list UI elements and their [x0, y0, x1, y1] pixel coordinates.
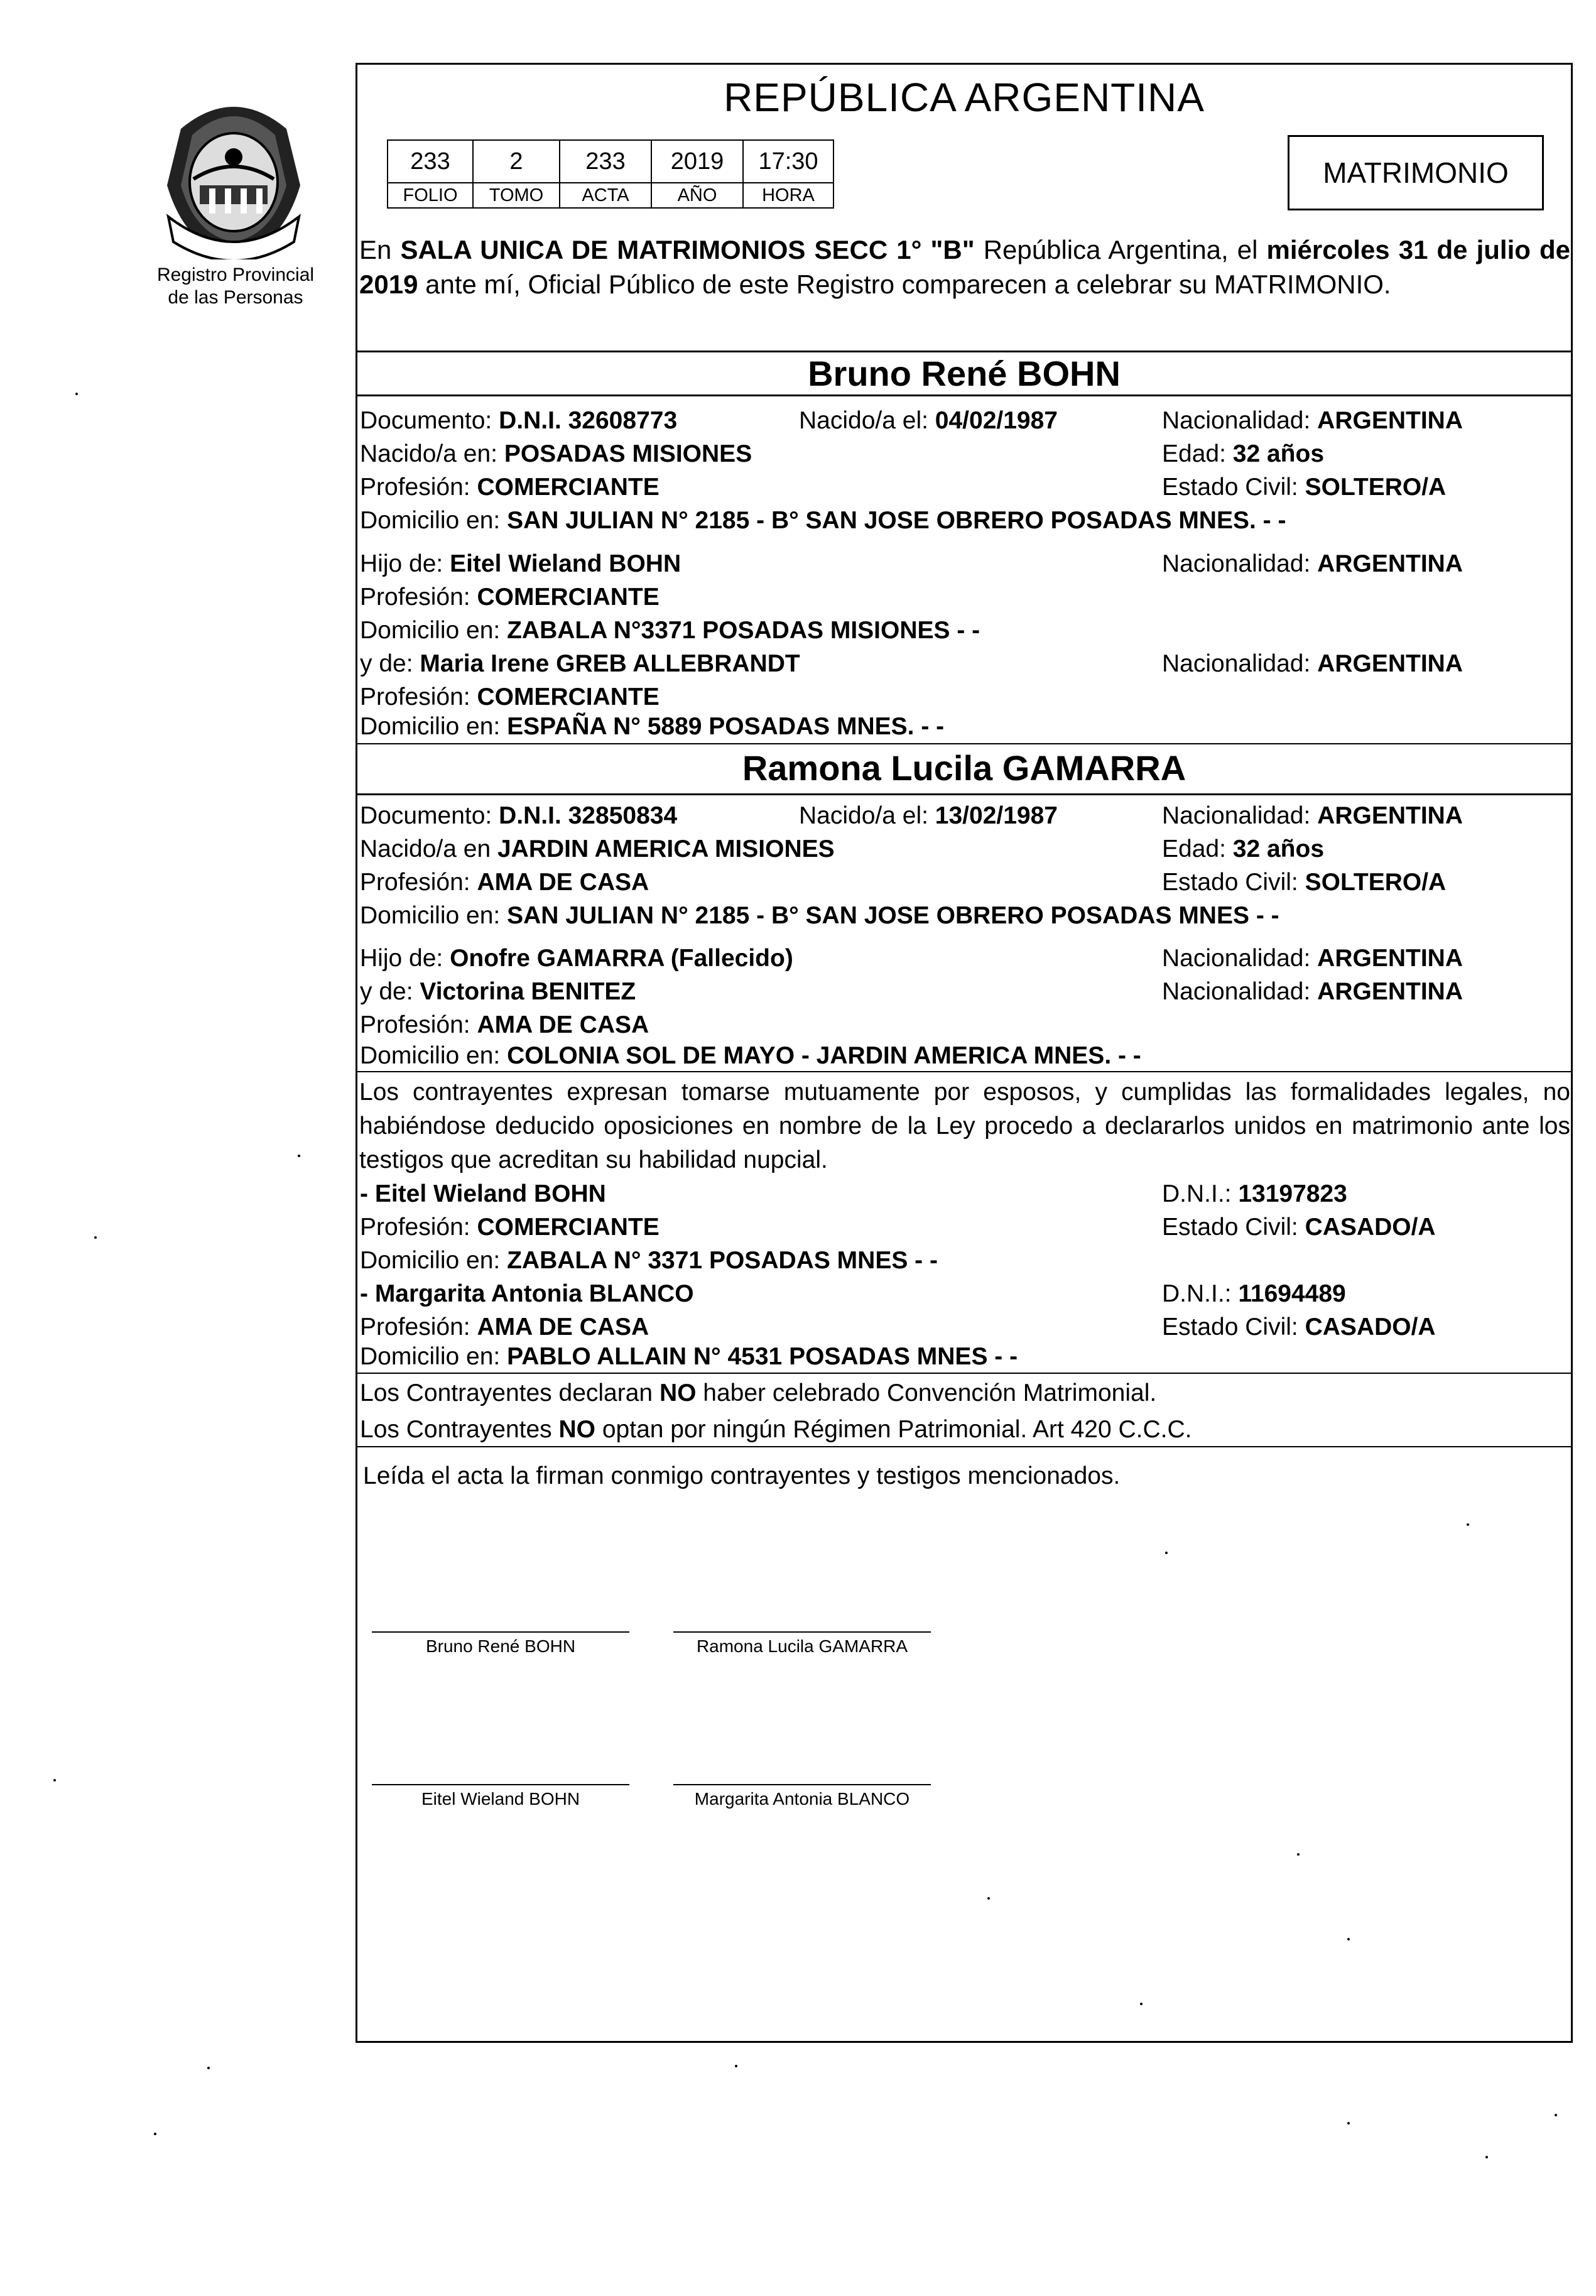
scan-speck: [298, 1155, 300, 1157]
value: 11694489: [1238, 1280, 1346, 1307]
intro-date: miércoles 31 de julio de 2019: [359, 235, 1571, 299]
label: Estado Civil:: [1162, 869, 1305, 896]
emphasis: NO: [558, 1416, 596, 1443]
registry-line2: de las Personas: [168, 287, 303, 308]
signature-name-spouse1: Bruno René BOHN: [425, 1636, 576, 1656]
spouse2-mother: [360, 976, 636, 1008]
spouse2-born: [799, 800, 1058, 832]
label: Profesión:: [360, 474, 477, 501]
scan-speck: [1555, 2114, 1557, 2116]
spouse2-age: [1162, 833, 1324, 866]
value: COMERCIANTE: [477, 584, 660, 611]
spouse1-father-profession: [360, 581, 660, 614]
spouse2-address: [360, 900, 1279, 932]
scan-speck: [1347, 2122, 1350, 2125]
label: Domicilio en:: [360, 1247, 508, 1274]
divider: [356, 793, 1573, 795]
text: haber celebrado Convención Matrimonial.: [696, 1379, 1157, 1406]
value: COLONIA SOL DE MAYO - JARDIN AMERICA MNES. - -: [507, 1042, 1141, 1069]
value: ARGENTINA: [1317, 978, 1463, 1005]
value: D.N.I. 32850834: [499, 802, 678, 829]
scan-speck: [53, 1779, 56, 1782]
spouse1-address: [360, 504, 1286, 537]
label: Nacido/a en:: [360, 440, 504, 467]
label: Edad:: [1162, 440, 1233, 467]
text: Los Contrayentes: [360, 1416, 559, 1443]
spouse2-parents-address: [360, 1040, 1141, 1072]
folio-value: 233: [388, 140, 473, 183]
value: SAN JULIAN N° 2185 - B° SAN JOSE OBRERO POSADAS MNES - -: [507, 902, 1279, 929]
signature-name-witness1: Eitel Wieland BOHN: [421, 1789, 580, 1809]
value: POSADAS MISIONES: [504, 440, 752, 467]
spouse1-birthplace: [360, 438, 752, 471]
label: Domicilio en:: [360, 507, 508, 534]
value: D.N.I. 32608773: [499, 407, 678, 434]
value: SAN JULIAN N° 2185 - B° SAN JOSE OBRERO POSADAS MNES. - -: [507, 507, 1286, 534]
declaration-paragraph: Los contrayentes expresan tomarse mutuamente por esposos, y cumplidas las formalidades legales, no habiéndose deducido oposiciones en nombre de la Ley procedo a declararlos unidos en matrimonio ante los testigos que acreditan su habilidad nupcial.: [359, 1079, 1570, 1173]
witness2-dni: [1162, 1278, 1346, 1310]
value: 32 años: [1232, 835, 1325, 862]
value: AMA DE CASA: [477, 1314, 649, 1341]
page-title: REPÚBLICA ARGENTINA: [724, 75, 1205, 120]
scan-speck: [154, 2133, 156, 2135]
reading-statement: Leída el acta la firman conmigo contrayentes y testigos mencionados.: [363, 1462, 1121, 1489]
value: ARGENTINA: [1317, 945, 1463, 972]
label: Domicilio en:: [360, 902, 508, 929]
label: Documento:: [360, 802, 499, 829]
spouse2-birthplace: [360, 833, 835, 866]
value: AMA DE CASA: [477, 869, 649, 896]
value: AMA DE CASA: [477, 1011, 649, 1038]
spouse1-profession: [360, 471, 660, 504]
divider: [356, 394, 1573, 396]
value: ZABALA N° 3371 POSADAS MNES - -: [507, 1247, 938, 1274]
value: Victorina BENITEZ: [420, 978, 636, 1005]
label: Domicilio en:: [360, 1042, 508, 1069]
label: Nacionalidad:: [1162, 802, 1318, 829]
spouse1-father: [360, 548, 681, 580]
value: ZABALA N°3371 POSADAS MISIONES - -: [507, 617, 980, 644]
scan-speck: [1467, 1523, 1469, 1526]
value: ESPAÑA N° 5889 POSADAS MNES. - -: [507, 713, 945, 740]
tomo-value: 2: [473, 140, 560, 183]
scan-speck: [1140, 2003, 1143, 2005]
value: 13/02/1987: [935, 802, 1058, 829]
value: 04/02/1987: [935, 407, 1058, 434]
hora-value: 17:30: [743, 140, 833, 183]
label: Estado Civil:: [1162, 1214, 1305, 1241]
witness2-address: [360, 1341, 1018, 1373]
label: Profesión:: [360, 1011, 477, 1038]
spouse1-born: [799, 405, 1058, 437]
value: COMERCIANTE: [477, 683, 660, 710]
value: Maria Irene GREB ALLEBRANDT: [420, 650, 800, 677]
scan-speck: [94, 1236, 97, 1239]
label: D.N.I.:: [1162, 1280, 1239, 1307]
spouse1-civil-status: [1162, 471, 1446, 504]
signature-line: [372, 1631, 629, 1633]
label: y de:: [360, 978, 420, 1005]
regime-statement: [360, 1413, 1192, 1446]
value: COMERCIANTE: [477, 1214, 660, 1241]
witness2-civil-status: [1162, 1311, 1436, 1344]
acta-label: ACTA: [560, 183, 651, 208]
witness1-dni: [1162, 1178, 1347, 1211]
folio-label: FOLIO: [388, 183, 473, 208]
text: optan por ningún Régimen Patrimonial. Art 420 C.C.C.: [595, 1416, 1192, 1443]
label: Profesión:: [360, 584, 477, 611]
intro-text: En: [359, 235, 401, 264]
tomo-label: TOMO: [473, 183, 560, 208]
label: Profesión:: [360, 683, 477, 710]
value: ARGENTINA: [1317, 407, 1463, 434]
label: Estado Civil:: [1162, 474, 1305, 501]
spouse2-mother-nationality: [1162, 976, 1463, 1008]
value: ARGENTINA: [1317, 802, 1463, 829]
signature-line: [673, 1631, 931, 1633]
spouse1-nationality: [1162, 405, 1463, 437]
act-type-box: MATRIMONIO: [1288, 135, 1544, 210]
registry-line1: Registro Provincial: [156, 264, 315, 285]
divider: [356, 351, 1573, 352]
label: Nacido/a el:: [799, 407, 935, 434]
label: Profesión:: [360, 1214, 477, 1241]
spouse1-age: [1162, 438, 1324, 471]
hora-label: HORA: [743, 183, 833, 208]
label: Nacionalidad:: [1162, 978, 1318, 1005]
spouse2-name: Ramona Lucila GAMARRA: [742, 748, 1186, 788]
signature-name-spouse2: Ramona Lucila GAMARRA: [696, 1636, 908, 1656]
spouse2-civil-status: [1162, 866, 1446, 899]
label: Domicilio en:: [360, 713, 508, 740]
spouse1-mother: [360, 648, 800, 680]
divider: [356, 743, 1573, 744]
emphasis: NO: [659, 1379, 697, 1406]
intro-paragraph: [359, 232, 1570, 302]
value: CASADO/A: [1305, 1214, 1436, 1241]
label: Estado Civil:: [1162, 1314, 1305, 1341]
convention-statement: [360, 1377, 1156, 1410]
spouse1-document: [360, 405, 677, 437]
scan-speck: [207, 2067, 210, 2069]
scan-speck: [1165, 1552, 1168, 1554]
signature-name-witness2: Margarita Antonia BLANCO: [694, 1789, 910, 1809]
intro-text: ante mí, Oficial Público de este Registro comparecen a celebrar su MATRIMONIO.: [418, 269, 1391, 299]
text: Los Contrayentes declaran: [360, 1379, 660, 1406]
intro-text: República Argentina, el: [974, 235, 1267, 264]
divider: [356, 1446, 1573, 1447]
value: Eitel Wieland BOHN: [450, 550, 681, 577]
label: Profesión:: [360, 1314, 477, 1341]
signature-line: [673, 1784, 931, 1785]
spouse1-mother-address: [360, 710, 944, 743]
spouse1-name: Bruno René BOHN: [808, 354, 1121, 393]
witness1-name: [360, 1178, 606, 1211]
value: SOLTERO/A: [1305, 869, 1447, 896]
provincial-seal-logo: [156, 91, 312, 259]
value: CASADO/A: [1305, 1314, 1436, 1341]
scan-speck: [987, 1897, 990, 1900]
witness1-address: [360, 1244, 938, 1277]
spouse2-profession: [360, 866, 649, 899]
label: Domicilio en:: [360, 1343, 508, 1370]
label: Nacionalidad:: [1162, 407, 1318, 434]
label: Nacido/a en: [360, 835, 497, 862]
value: PABLO ALLAIN N° 4531 POSADAS MNES - -: [507, 1343, 1018, 1370]
label: y de:: [360, 650, 420, 677]
scan-speck: [735, 2065, 737, 2067]
spouse1-mother-nationality: [1162, 648, 1463, 680]
anio-value: 2019: [651, 140, 743, 183]
spouse2-father-nationality: [1162, 942, 1463, 975]
value: - Margarita Antonia BLANCO: [360, 1280, 694, 1307]
witness1-profession: [360, 1211, 660, 1244]
witness2-profession: [360, 1311, 649, 1344]
label: Profesión:: [360, 869, 477, 896]
value: COMERCIANTE: [477, 474, 660, 501]
label: Nacionalidad:: [1162, 550, 1318, 577]
spouse1-father-address: [360, 614, 980, 647]
label: Documento:: [360, 407, 499, 434]
label: Nacionalidad:: [1162, 650, 1318, 677]
scan-speck: [1485, 2156, 1488, 2158]
value: - Eitel Wieland BOHN: [360, 1180, 606, 1207]
value: Onofre GAMARRA (Fallecido): [450, 945, 793, 972]
label: Domicilio en:: [360, 617, 508, 644]
value: ARGENTINA: [1317, 550, 1463, 577]
spouse1-father-nationality: [1162, 548, 1463, 580]
scan-speck: [75, 393, 78, 395]
registry-name: [119, 264, 352, 309]
signature-line: [372, 1784, 629, 1785]
witness2-name: [360, 1278, 694, 1310]
value: 32 años: [1232, 440, 1325, 467]
scan-speck: [1297, 1853, 1300, 1856]
label: D.N.I.:: [1162, 1180, 1239, 1207]
acta-value: 233: [560, 140, 651, 183]
label: Nacido/a el:: [799, 802, 935, 829]
value: 13197823: [1238, 1180, 1347, 1207]
label: Edad:: [1162, 835, 1233, 862]
label: Hijo de:: [360, 945, 450, 972]
label: Hijo de:: [360, 550, 450, 577]
value: SOLTERO/A: [1305, 474, 1447, 501]
value: ARGENTINA: [1317, 650, 1463, 677]
anio-label: AÑO: [651, 183, 743, 208]
spouse2-father: [360, 942, 793, 975]
intro-place: SALA UNICA DE MATRIMONIOS SECC 1° "B": [400, 235, 975, 264]
record-table: [387, 139, 834, 209]
label: Nacionalidad:: [1162, 945, 1318, 972]
spouse2-nationality: [1162, 800, 1463, 832]
spouse1-mother-profession: [360, 681, 660, 714]
witness1-civil-status: [1162, 1211, 1436, 1244]
spouse2-parents-profession: [360, 1009, 649, 1042]
value: JARDIN AMERICA MISIONES: [497, 835, 835, 862]
spouse2-document: [360, 800, 677, 832]
scan-speck: [1347, 1938, 1350, 1940]
